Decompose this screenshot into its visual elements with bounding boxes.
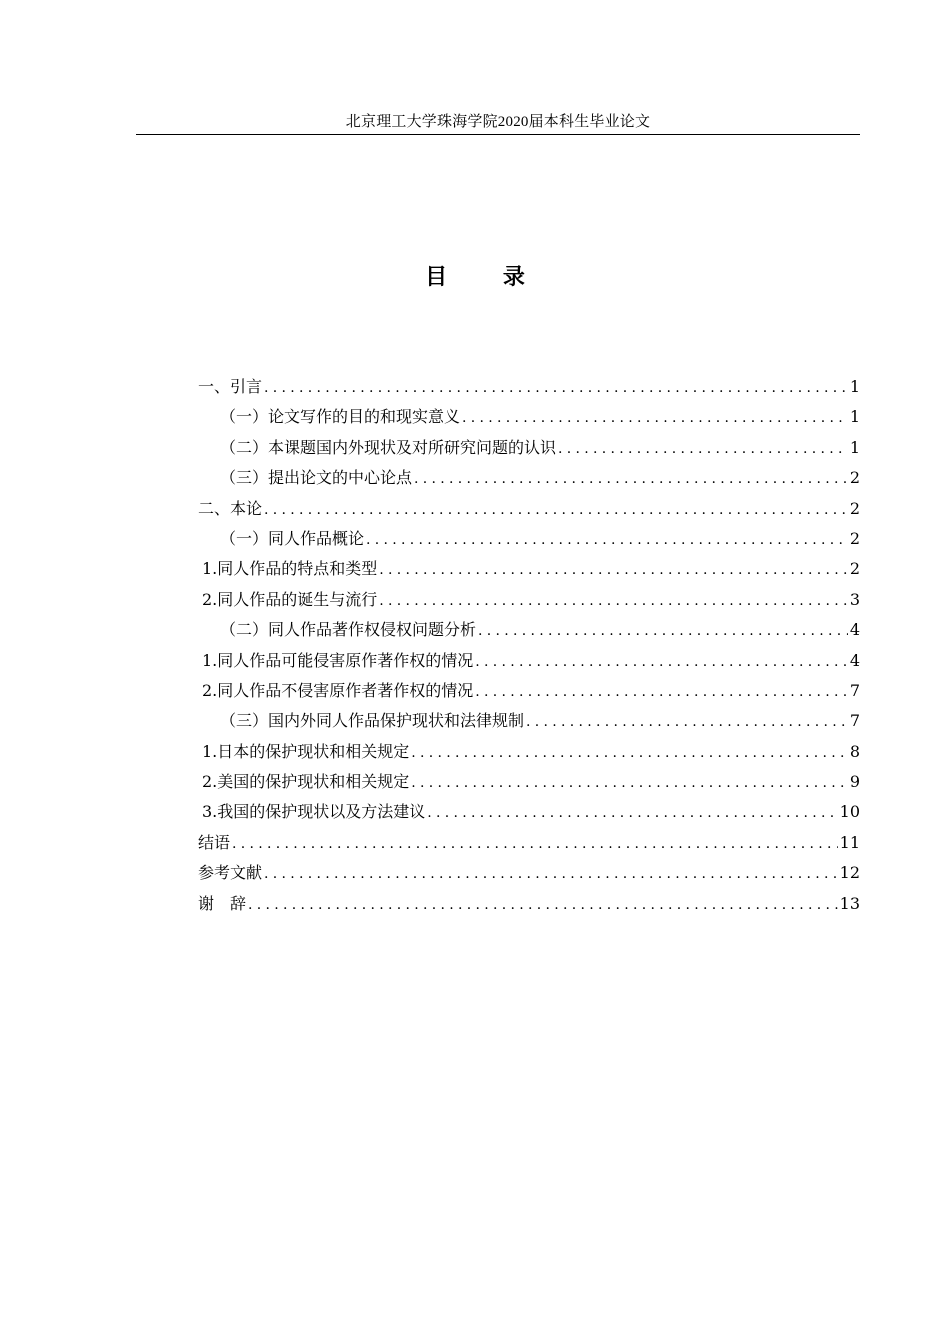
toc-page-number: 1 [849, 377, 860, 396]
toc-entry[interactable] [198, 797, 860, 827]
toc-page-number: 2 [849, 559, 860, 579]
toc-entry-label: 参考文献 [198, 863, 263, 883]
toc-entry-label: 1.同人作品的特点和类型 [202, 559, 378, 579]
toc-entry[interactable] [198, 676, 860, 706]
toc-entry-label: 结语 [198, 832, 231, 852]
toc-page-number: 2 [849, 498, 860, 518]
toc-entry[interactable] [198, 585, 860, 615]
toc-page-number: 11 [839, 832, 860, 852]
toc-page-number: 3 [849, 589, 860, 609]
toc-dot-leader [414, 464, 848, 494]
toc-entry-label: （二）本课题国内外现状及对所研究问题的认识 [220, 437, 557, 457]
toc-dot-leader [379, 555, 848, 585]
toc-entry[interactable] [198, 828, 860, 858]
toc-dot-leader [411, 738, 848, 768]
toc-dot-leader [475, 677, 848, 707]
toc-page-number: 9 [849, 772, 860, 792]
toc-entry[interactable] [198, 463, 860, 493]
toc-dot-leader [558, 434, 848, 464]
toc-dot-leader [526, 707, 848, 737]
toc-dot-leader [232, 829, 838, 859]
toc-page-number: 4 [849, 620, 860, 640]
toc-entry[interactable] [198, 402, 860, 432]
toc-page-number: 1 [849, 407, 860, 427]
toc-entry-label: 2.美国的保护现状和相关规定 [202, 772, 410, 792]
toc-entry[interactable] [198, 737, 860, 767]
toc-entry[interactable] [198, 433, 860, 463]
toc-entry-label: 2.同人作品不侵害原作者著作权的情况 [202, 680, 474, 700]
toc-page-number: 2 [849, 468, 860, 488]
toc-entry-label: 1.日本的保护现状和相关规定 [202, 741, 410, 761]
toc-entry[interactable] [198, 646, 860, 676]
toc-entry[interactable] [198, 372, 860, 402]
toc-page-number: 10 [839, 802, 860, 822]
toc-entry[interactable] [198, 889, 860, 919]
toc-dot-leader [264, 495, 848, 525]
toc-entry[interactable] [198, 767, 860, 797]
toc-dot-leader [462, 403, 848, 433]
table-of-contents [198, 372, 860, 919]
toc-title: 目 录 [425, 265, 549, 290]
toc-entry-label: （三）国内外同人作品保护现状和法律规制 [220, 711, 525, 731]
toc-dot-leader [475, 647, 848, 677]
toc-entry-label: （一）论文写作的目的和现实意义 [220, 407, 461, 427]
toc-dot-leader [478, 616, 848, 646]
toc-entry[interactable] [198, 554, 860, 584]
toc-page-number: 7 [849, 711, 860, 731]
toc-page-number: 1 [849, 437, 860, 457]
toc-dot-leader [264, 859, 838, 889]
toc-dot-leader [427, 798, 837, 828]
toc-page-number: 4 [849, 650, 860, 670]
toc-entry-label: 3.我国的保护现状以及方法建议 [202, 802, 426, 822]
toc-page-number: 8 [849, 741, 860, 761]
toc-dot-leader [264, 373, 848, 403]
toc-dot-leader [248, 890, 838, 920]
toc-entry[interactable] [198, 858, 860, 888]
toc-page-number: 13 [839, 893, 860, 913]
toc-dot-leader [379, 586, 848, 616]
page-header: 北京理工大学珠海学院2020届本科生毕业论文 [136, 114, 860, 135]
toc-entry-label: （二）同人作品著作权侵权问题分析 [220, 620, 477, 640]
toc-entry-label: （三）提出论文的中心论点 [220, 468, 413, 488]
toc-entry-label: （一）同人作品概论 [220, 528, 365, 548]
toc-entry-label: 二、本论 [198, 498, 263, 518]
toc-entry[interactable] [198, 494, 860, 524]
toc-page-number: 7 [849, 680, 860, 700]
toc-entry[interactable] [198, 706, 860, 736]
toc-entry-label: 一、引言 [198, 377, 263, 396]
toc-page-number: 2 [849, 528, 860, 548]
toc-entry-label: 2.同人作品的诞生与流行 [202, 589, 378, 609]
toc-dot-leader [366, 525, 848, 555]
toc-entry[interactable] [198, 524, 860, 554]
toc-dot-leader [411, 768, 848, 798]
toc-entry-label: 1.同人作品可能侵害原作著作权的情况 [202, 650, 474, 670]
toc-entry[interactable] [198, 615, 860, 645]
toc-entry-label: 谢 辞 [198, 893, 247, 913]
toc-page-number: 12 [839, 863, 860, 883]
